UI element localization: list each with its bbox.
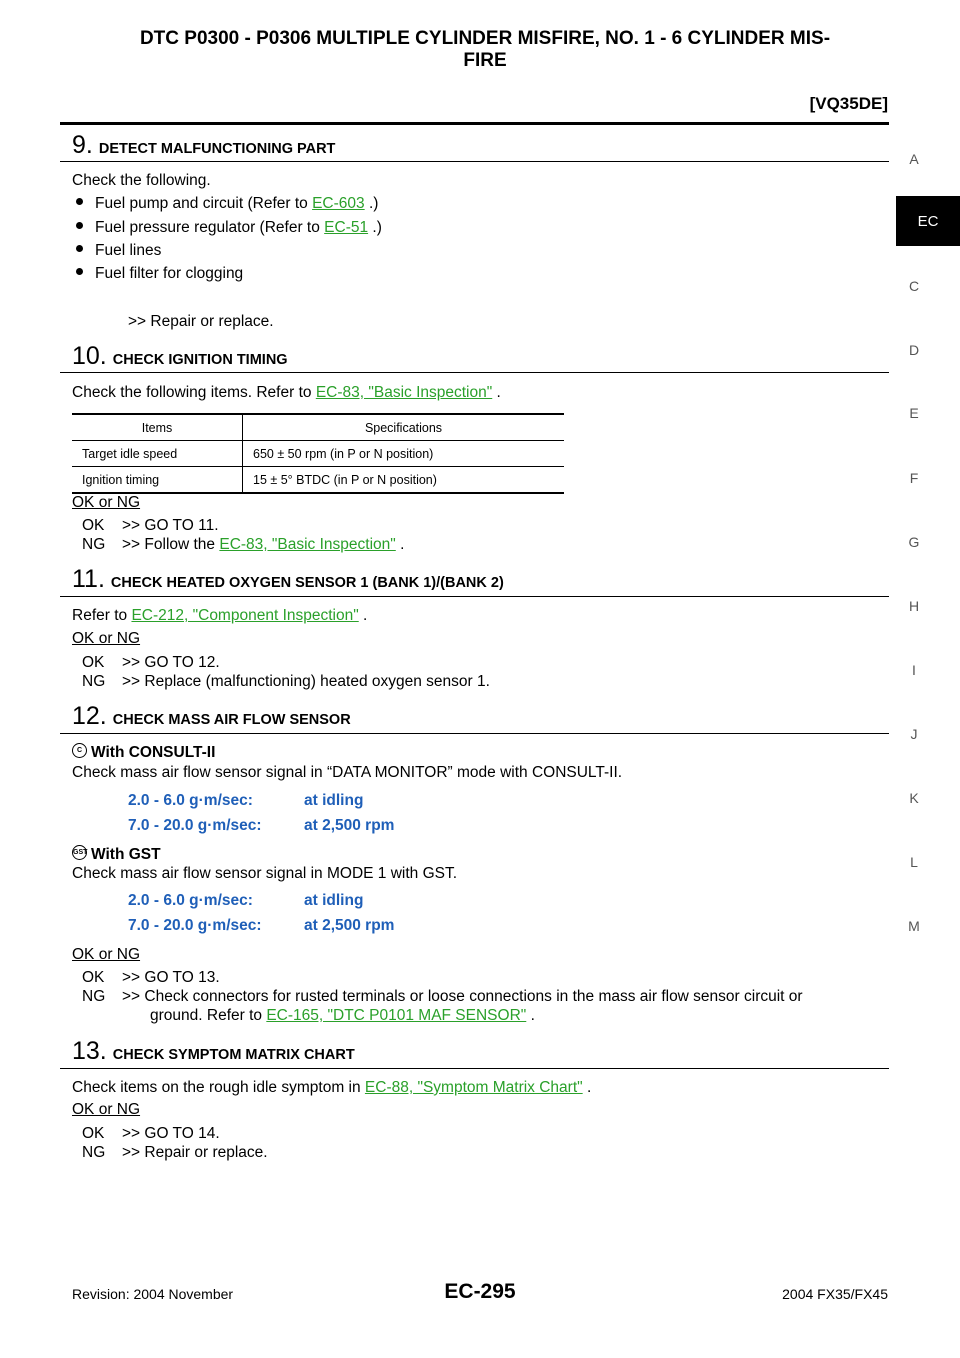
table-cell: 15 ± 5° BTDC (in P or N position) xyxy=(243,467,565,494)
result-ng-continued: ground. Refer to EC-165, "DTC P0101 MAF SENSOR" . xyxy=(150,1007,535,1024)
side-index-i[interactable]: I xyxy=(912,662,916,678)
table-cell: Target idle speed xyxy=(72,441,243,467)
title-line-2: FIRE xyxy=(463,50,507,71)
section-rule xyxy=(60,596,889,597)
section-rule xyxy=(60,372,889,373)
step-number: 11. xyxy=(72,565,105,593)
bullet-icon xyxy=(76,268,83,275)
gst-text: Check mass air flow sensor signal in MODE 1 with GST. xyxy=(72,865,458,882)
spec-line: 7.0 - 20.0 g·m/sec: at 2,500 rpm xyxy=(128,817,395,834)
step-title: CHECK MASS AIR FLOW SENSOR xyxy=(112,712,351,728)
result-ng: NG >> Replace (malfunctioning) heated oxygen sensor 1. xyxy=(82,673,490,690)
step-13-intro: Check items on the rough idle symptom in EC-88, "Symptom Matrix Chart" . xyxy=(72,1079,592,1096)
revision-date: Revision: 2004 November xyxy=(72,1286,234,1302)
link-ec-212-component-inspection[interactable]: EC-212, "Component Inspection" xyxy=(131,607,359,624)
step-12-heading xyxy=(72,702,351,731)
bullet-icon xyxy=(76,222,83,229)
spec-line: 7.0 - 20.0 g·m/sec: at 2,500 rpm xyxy=(128,917,395,934)
link-ec-51[interactable]: EC-51 xyxy=(324,219,369,236)
side-index-a[interactable]: A xyxy=(909,151,919,167)
gst-heading: GST With GST xyxy=(73,846,161,863)
consult-text: Check mass air flow sensor signal in “DATA MONITOR” mode with CONSULT-II. xyxy=(72,764,623,781)
step-13-heading xyxy=(72,1037,355,1066)
step-9-result: >> Repair or replace. xyxy=(128,313,274,330)
result-ok: OK >> GO TO 12. xyxy=(82,654,220,671)
link-ec-83-basic-inspection[interactable]: EC-83, "Basic Inspection" xyxy=(219,536,396,553)
step-number: 10. xyxy=(72,342,107,370)
list-item: Fuel filter for clogging xyxy=(76,265,243,283)
step-9-heading xyxy=(72,131,335,160)
consult-icon: C xyxy=(72,743,87,758)
side-index-e[interactable]: E xyxy=(909,405,919,421)
spec-line: 2.0 - 6.0 g·m/sec: at idling xyxy=(128,892,364,909)
step-number: 12. xyxy=(72,702,107,730)
side-index-h[interactable]: H xyxy=(908,598,920,614)
section-rule xyxy=(60,161,889,162)
result-ng: NG >> Check connectors for rusted terminals or loose connections in the mass air flow sensor circuit or xyxy=(82,988,803,1005)
bullet-icon xyxy=(76,198,83,205)
result-ng: NG >> Follow the EC-83, "Basic Inspection" . xyxy=(82,536,405,553)
ok-or-ng-label: OK or NG xyxy=(72,630,141,647)
step-11-heading xyxy=(72,565,504,594)
side-index-f[interactable]: F xyxy=(909,470,919,486)
table-header-cell: Items xyxy=(72,414,243,441)
side-index-ec-active[interactable]: EC xyxy=(896,196,960,246)
gst-icon: GST xyxy=(72,845,87,860)
title-line-1: DTC P0300 - P0306 MULTIPLE CYLINDER MISFIRE, NO. 1 - 6 CYLINDER MIS- xyxy=(139,28,831,49)
step-title: CHECK SYMPTOM MATRIX CHART xyxy=(112,1047,355,1063)
side-index-k[interactable]: K xyxy=(909,790,919,806)
side-index-g[interactable]: G xyxy=(908,534,920,550)
result-ok: OK >> GO TO 13. xyxy=(82,969,220,986)
ok-or-ng-label: OK or NG xyxy=(72,494,141,511)
step-10-intro: Check the following items. Refer to EC-83, "Basic Inspection" . xyxy=(72,384,501,401)
section-rule xyxy=(60,733,889,734)
table-row xyxy=(72,441,564,467)
step-9-intro: Check the following. xyxy=(72,172,211,189)
bullet-icon xyxy=(76,245,83,252)
table-cell: 650 ± 50 rpm (in P or N position) xyxy=(243,441,565,467)
side-index-m[interactable]: M xyxy=(908,918,920,934)
header-rule xyxy=(60,122,889,125)
link-ec-83-basic-inspection[interactable]: EC-83, "Basic Inspection" xyxy=(315,384,493,401)
table-header-cell: Specifications xyxy=(243,414,565,441)
step-title: DETECT MALFUNCTIONING PART xyxy=(98,141,336,157)
link-ec-603[interactable]: EC-603 xyxy=(312,195,365,212)
list-item: Fuel pressure regulator (Refer to EC-51 .) xyxy=(76,219,382,237)
result-ok: OK >> GO TO 11. xyxy=(82,517,219,534)
ok-or-ng-label: OK or NG xyxy=(72,946,141,963)
step-number: 9. xyxy=(72,131,93,159)
link-ec-88-symptom-matrix-chart[interactable]: EC-88, "Symptom Matrix Chart" xyxy=(364,1079,583,1096)
link-ec-165-maf-sensor[interactable]: EC-165, "DTC P0101 MAF SENSOR" xyxy=(266,1007,527,1024)
side-index-c[interactable]: C xyxy=(908,278,920,294)
side-index-l[interactable]: L xyxy=(910,854,918,870)
step-11-intro: Refer to EC-212, "Component Inspection" . xyxy=(72,607,368,624)
side-index-j[interactable]: J xyxy=(910,726,918,742)
consult-heading: C With CONSULT-II xyxy=(72,744,215,762)
result-ok: OK >> GO TO 14. xyxy=(82,1125,220,1142)
section-rule xyxy=(60,1068,889,1069)
vehicle-model: 2004 FX35/FX45 xyxy=(782,1286,888,1302)
list-item: Fuel lines xyxy=(76,242,161,260)
side-index-d[interactable]: D xyxy=(908,342,920,358)
list-item: Fuel pump and circuit (Refer to EC-603 .) xyxy=(76,195,378,213)
table-header-row xyxy=(72,414,564,441)
spec-line: 2.0 - 6.0 g·m/sec: at idling xyxy=(128,792,364,809)
result-ng: NG >> Repair or replace. xyxy=(82,1144,268,1161)
ok-or-ng-label: OK or NG xyxy=(72,1101,141,1118)
step-title: CHECK IGNITION TIMING xyxy=(112,352,288,368)
page-number: EC-295 xyxy=(444,1280,516,1303)
step-title: CHECK HEATED OXYGEN SENSOR 1 (BANK 1)/(BANK 2) xyxy=(110,575,504,591)
page-title xyxy=(60,28,910,72)
table-cell: Ignition timing xyxy=(72,467,243,494)
engine-code: [VQ35DE] xyxy=(809,94,888,113)
table-row xyxy=(72,467,564,494)
step-10-heading xyxy=(72,342,288,371)
specifications-table xyxy=(72,413,564,494)
step-number: 13. xyxy=(72,1037,107,1065)
